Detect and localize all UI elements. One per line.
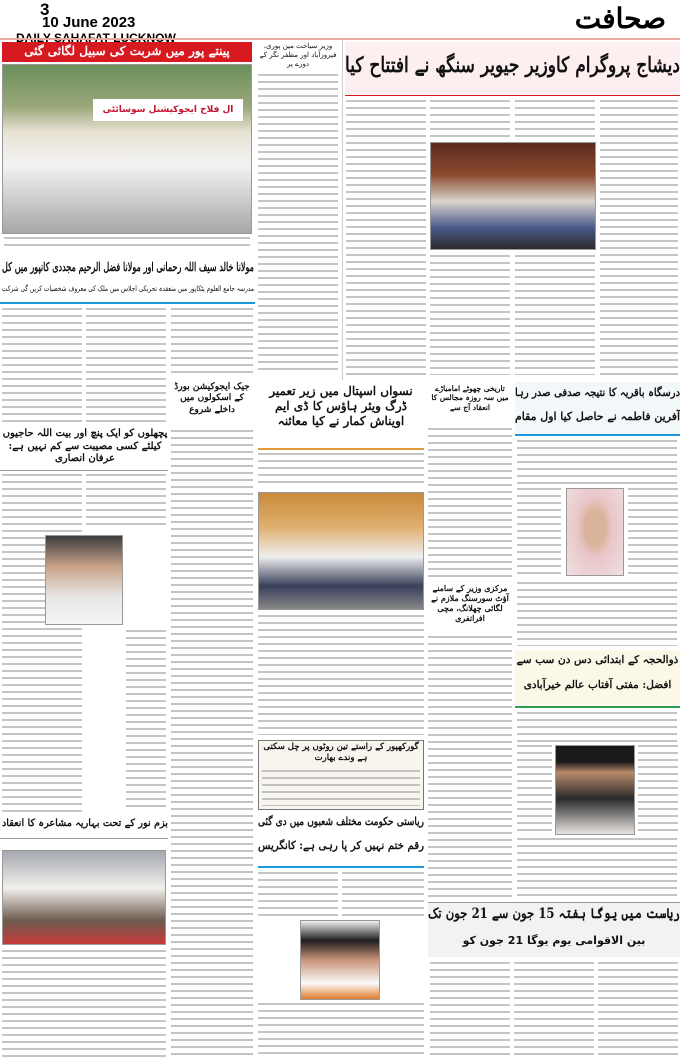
congress-rule xyxy=(258,866,424,868)
dargah-body xyxy=(628,488,678,578)
masthead-rule xyxy=(0,38,680,40)
congress-body xyxy=(342,872,424,917)
zilhajj-body xyxy=(517,712,677,742)
zilhajj-body xyxy=(517,745,552,835)
majalis-headline: تاریخی چھوٹے امامباڑے میں سہ روزہ مجالس کا انعقاد آج سے xyxy=(431,384,509,412)
main-headline-rule xyxy=(345,95,680,96)
zilhajj-portrait xyxy=(555,745,635,835)
hajj-portrait xyxy=(45,535,123,625)
kanpur-body xyxy=(2,308,82,426)
congress-headline-line1: ریاستی حکومت مختلف شعبوں میں دی گئی xyxy=(258,815,424,828)
kanpur-rule xyxy=(0,302,255,304)
newspaper-logo: صحافت xyxy=(574,2,666,35)
zilhajj-headline-line1: ذوالحجہ کے ابتدائی دس دن سب سے xyxy=(516,654,679,666)
page-number: 3 xyxy=(40,0,50,19)
zilhajj-rule xyxy=(515,706,680,708)
dargah-body xyxy=(517,582,677,646)
main-headline: دیشاج پروگرام کاوزیر جیویر سنگھ نے افتتاح کیا xyxy=(345,52,680,77)
yoga-headline-line2: بین الاقوامی یوم یوگا 21 جون کو xyxy=(462,934,646,947)
dargah-headline-line1: درسگاہ باقریہ کا نتیجہ صدفی صدر رہا xyxy=(515,386,680,399)
dargah-rule xyxy=(515,434,680,436)
hajj-body xyxy=(86,474,166,530)
issue-date: 10 June 2023 xyxy=(42,14,136,31)
hospital-headline: نسواں اسپتال میں زیر تعمیر ڈرگ ویئر ہاؤس کا ڈی ایم اویناش کمار نے کیا معائنہ xyxy=(269,384,413,428)
main-body-col xyxy=(346,100,426,375)
main-body-col xyxy=(515,100,595,138)
sabeel-photo-banner: ال فلاح ایجوکیشنل سوسائٹی xyxy=(93,99,243,121)
hospital-photo xyxy=(258,492,424,610)
congress-portrait xyxy=(300,920,380,1000)
hajj-headline: پچھلوں کو ایک پنچ اور بیت اللہ حاجیوں کیلئے کسی مصیبت سے کم نہیں ہے: عرفان انصاری xyxy=(2,428,168,464)
yoga-body xyxy=(514,962,594,1059)
hajj-body xyxy=(126,630,166,810)
mushaira-rule xyxy=(0,838,168,839)
hospital-body xyxy=(258,453,424,488)
majalis-body xyxy=(428,428,512,578)
congress-body xyxy=(258,872,338,917)
hajj-rule xyxy=(0,470,168,471)
main-body-col xyxy=(430,255,510,375)
mushaira-body xyxy=(2,950,166,1058)
yoga-headline-line1: ریاست میں یوگا ہفتہ 15 جون سے 21 جون تک xyxy=(428,906,680,922)
sabeel-photo xyxy=(2,64,252,234)
congress-body xyxy=(258,1003,424,1059)
congress-headline-line2: رقم ختم نہیں کر پا رہی ہے: کانگریس xyxy=(258,839,424,852)
zilhajj-headline-line2: افضل: مفتی آفتاب عالم خیرآبادی xyxy=(523,679,672,691)
hajj-body xyxy=(2,474,82,813)
mushaira-headline: بزم نور کے تحت بہاریہ مشاعرہ کا انعقاد xyxy=(2,818,168,829)
main-body-col xyxy=(430,100,510,138)
yoga-body xyxy=(430,962,510,1059)
dargah-body xyxy=(517,440,677,484)
kanpur-headline: مولانا خالد سیف اللہ رحمانی اور مولانا فضل الرحیم مجددی کانپور میں کل xyxy=(2,260,255,274)
education-board-headline: جیک ایجوکیشن بورڈ کے اسکولوں میں داخلے شروع xyxy=(174,382,250,415)
vande-bharat-body xyxy=(262,770,420,806)
hospital-rule xyxy=(258,448,424,450)
sabeel-headline: پینتے پور میں شربت کی سبیل لگائی گئی xyxy=(24,44,230,58)
zilhajj-body xyxy=(638,745,678,835)
minister-tour-headline: وزیر سیاحت مین پوری، فیروزآباد اور مظفر نگر کے دورے پر xyxy=(259,42,337,68)
main-body-col xyxy=(600,100,678,375)
zilhajj-body xyxy=(517,838,677,898)
outsourcing-headline: مرکزی وزیر کے سامنے آؤٹ سورسنگ ملازم نے لگائی چھلانگ، مچی افراتفری xyxy=(431,583,509,623)
dargah-portrait xyxy=(566,488,624,576)
yoga-body xyxy=(598,962,678,1059)
vande-bharat-headline: گورکھپور کے راستے تین روٹوں پر چل سکتی ہے وندے بھارت xyxy=(263,742,419,763)
main-photo xyxy=(430,142,596,250)
dargah-body xyxy=(517,488,561,578)
sabeel-caption xyxy=(4,237,250,251)
outsourcing-body xyxy=(428,636,512,900)
col-body xyxy=(171,308,253,378)
mushaira-photo xyxy=(2,850,166,945)
kanpur-subheadline: مدرسہ جامع العلوم پٹکاپور میں منعقدہ تحریکی اجلاس میں ملک کی معروف شخصیات کریں گی شرکت xyxy=(2,284,254,293)
col-body xyxy=(171,430,253,1060)
main-body-col xyxy=(515,255,595,375)
minister-tour-body xyxy=(258,74,338,375)
kanpur-body xyxy=(86,308,166,426)
column-divider xyxy=(342,40,343,380)
dargah-headline-line2: آفرین فاطمہ نے حاصل کیا اول مقام xyxy=(515,410,680,423)
hospital-body xyxy=(258,615,424,735)
